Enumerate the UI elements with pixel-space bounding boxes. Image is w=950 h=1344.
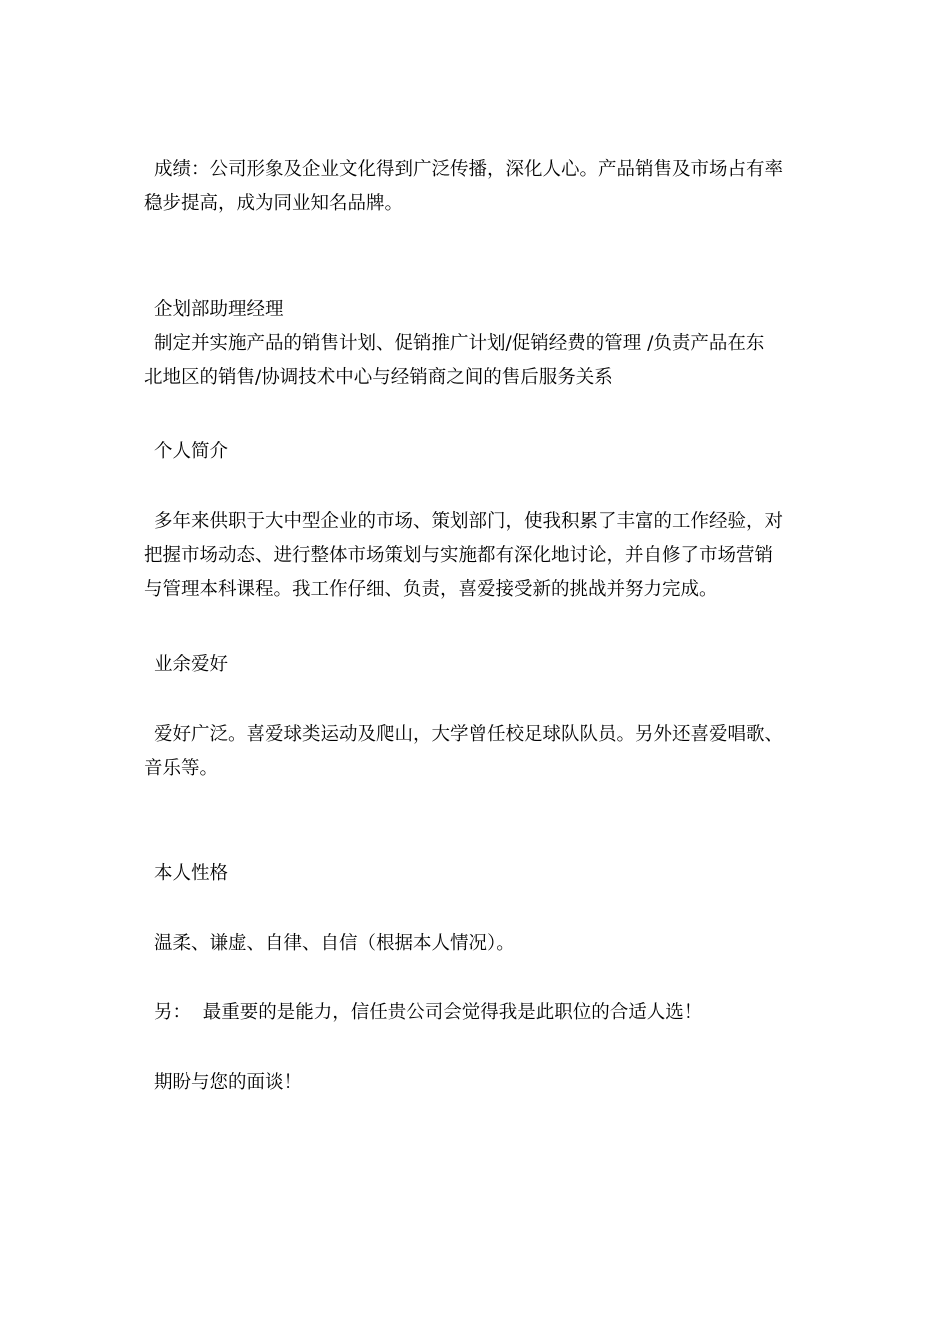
achievement-line-2: 稳步提高，成为同业知名品牌。 [144,193,404,214]
hobbies-heading [144,648,812,682]
job-duties-paragraph [144,327,812,395]
profile-line-2: 把握市场动态、进行整体市场策划与实施都有深化地讨论，并自修了市场营销 [144,545,774,566]
job-duties-line-2: 北地区的销售/协调技术中心与经销商之间的售后服务关系 [144,367,613,388]
profile-heading [144,435,812,469]
hobbies-line-1: 爱好广泛。喜爱球类运动及爬山，大学曾任校足球队队员。另外还喜爱唱歌、 [154,724,784,745]
closing-note-text: 另： 最重要的是能力，信任贵公司会觉得我是此职位的合适人选！ [154,1002,703,1023]
personality-heading-text: 本人性格 [154,863,229,884]
hobbies-heading-text: 业余爱好 [154,654,229,675]
achievement-paragraph [144,153,812,221]
closing-wish-text: 期盼与您的面谈！ [154,1072,303,1093]
profile-line-3: 与管理本科课程。我工作仔细、负责，喜爱接受新的挑战并努力完成。 [144,579,718,600]
personality-heading [144,857,812,891]
job-title [144,293,812,327]
hobbies-line-2: 音乐等。 [144,758,219,779]
job-title-text: 企划部助理经理 [154,299,284,320]
hobbies-paragraph [144,718,812,786]
closing-note-paragraph [144,996,812,1030]
achievement-line-1: 成绩：公司形象及企业文化得到广泛传播，深化人心。产品销售及市场占有率 [154,159,784,180]
personality-paragraph [144,927,812,961]
profile-paragraph [144,505,812,607]
profile-heading-text: 个人简介 [154,441,229,462]
closing-wish-paragraph [144,1066,812,1100]
profile-line-1: 多年来供职于大中型企业的市场、策划部门，使我积累了丰富的工作经验，对 [154,511,784,532]
job-duties-line-1: 制定并实施产品的销售计划、促销推广计划/促销经费的管理 /负责产品在东 [154,333,765,354]
personality-text: 温柔、谦虚、自律、自信（根据本人情况）。 [154,933,515,954]
